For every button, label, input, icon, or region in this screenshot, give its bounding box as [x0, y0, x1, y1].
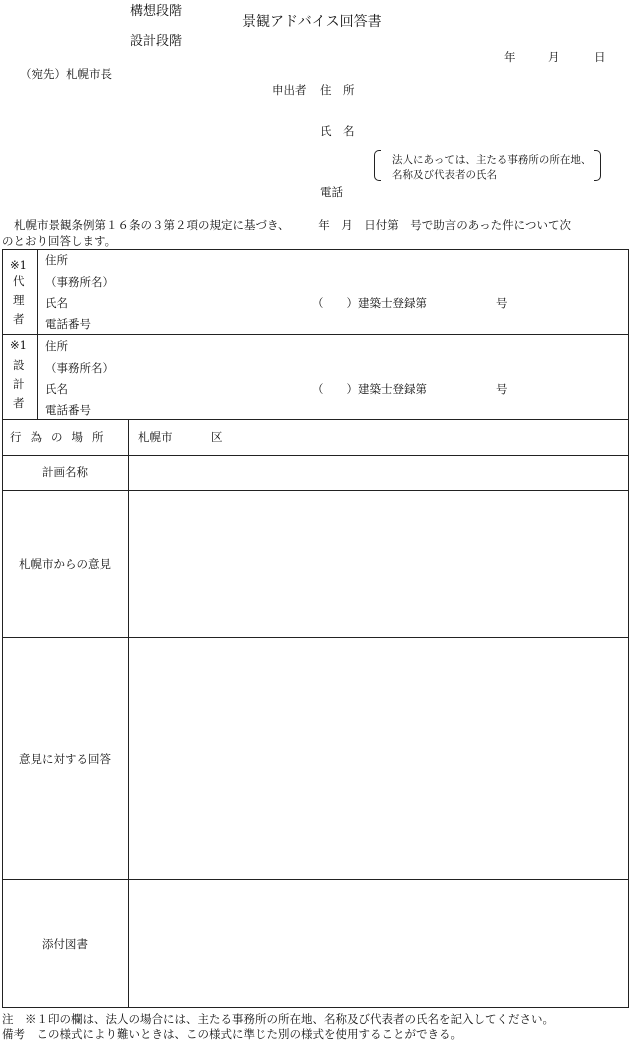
designer-address-label: 住所 — [45, 339, 68, 353]
date-year-label: 年 — [504, 50, 516, 64]
response-label: 意見に対する回答 — [19, 752, 111, 766]
designer-paren: （ ） — [312, 382, 358, 396]
date-day-label: 日 — [594, 50, 606, 64]
agent-phone-label: 電話番号 — [45, 317, 91, 331]
place-label: 行為の場所 — [10, 430, 113, 444]
agent-paren: （ ） — [312, 296, 358, 310]
city-opinion-label: 札幌市からの意見 — [19, 557, 111, 571]
attachments-label: 添付図書 — [42, 937, 88, 951]
row-divider-plan — [2, 490, 629, 491]
address-label: 住 所 — [320, 83, 355, 97]
designer-role-label: 設 計 者 — [13, 358, 25, 410]
intro-line2: のとおり回答します。 — [2, 234, 117, 248]
agent-designer-divider — [2, 334, 629, 335]
section-divider — [2, 419, 629, 420]
agent-name-label: 氏名 — [45, 296, 68, 310]
label-column-divider — [128, 419, 129, 1008]
designer-number-suffix: 号 — [496, 382, 508, 396]
name-label: 氏 名 — [320, 124, 355, 138]
row-divider-place — [2, 455, 629, 456]
plan-name-label: 計画名称 — [42, 465, 88, 479]
agent-office-label: （事務所名） — [45, 275, 114, 289]
phone-label: 電話 — [320, 185, 343, 199]
designer-mark: ※1 — [10, 338, 27, 352]
agent-role-label: 代 理 者 — [13, 274, 25, 326]
page-title: 景観アドバイス回答書 — [242, 14, 382, 30]
designer-phone-label: 電話番号 — [45, 403, 91, 417]
stage-design: 設計段階 — [130, 34, 183, 49]
applicant-label: 申出者 — [272, 83, 307, 97]
place-city: 札幌市 — [138, 430, 173, 444]
place-ward: 区 — [211, 430, 223, 444]
footer-remark: 備考 この様式により難いときは、この様式に準じた別の様式を使用することができる。 — [2, 1027, 462, 1041]
left-brace — [374, 150, 381, 181]
agent-address-label: 住所 — [45, 253, 68, 267]
date-month-label: 月 — [548, 50, 560, 64]
designer-name-label: 氏名 — [45, 382, 68, 396]
agent-architect-reg: 建築士登録第 — [358, 296, 427, 310]
right-brace — [594, 150, 601, 181]
agent-mark: ※1 — [10, 258, 27, 272]
designer-architect-reg: 建築士登録第 — [358, 382, 427, 396]
row-divider-response — [2, 879, 629, 880]
corporate-note-line1: 法人にあっては、主たる事務所の所在地、 — [392, 154, 592, 166]
row-divider-opinion — [2, 637, 629, 638]
footer-note: 注 ※１印の欄は、法人の場合には、主たる事務所の所在地、名称及び代表者の氏名を記入してください。 — [2, 1012, 554, 1026]
addressee: （宛先）札幌市長 — [20, 67, 112, 81]
corporate-note-line2: 名称及び代表者の氏名 — [392, 169, 497, 181]
stage-concept: 構想段階 — [130, 4, 183, 19]
agent-number-suffix: 号 — [496, 296, 508, 310]
intro-line1: 札幌市景観条例第１６条の３第２項の規定に基づき、 年 月 日付第 号で助言のあった件について次 — [14, 218, 571, 232]
designer-office-label: （事務所名） — [45, 361, 114, 375]
